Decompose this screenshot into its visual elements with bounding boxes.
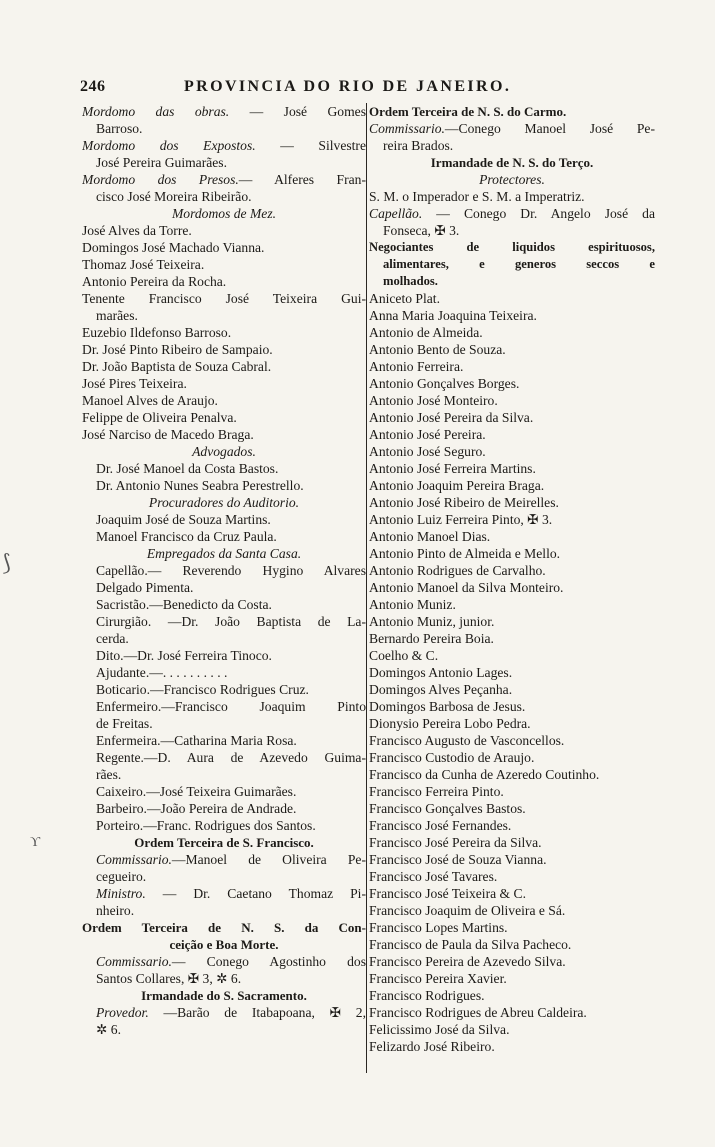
line-text: Santos Collares, ✠ 3, ✲ 6. [96,971,242,986]
text-line [82,222,366,239]
text-line [82,137,366,154]
line-text: Sacristão.—Benedicto da Costa. [96,597,272,612]
text-line [82,1021,366,1038]
text-line [369,579,655,596]
line-text: Aniceto Plat. [369,291,440,306]
line-text: Francisco José Teixeira & C. [369,886,526,901]
line-text: Francisco Rodrigues de Abreu Caldeira. [369,1005,587,1020]
text-line [369,426,655,443]
text-line [82,732,366,749]
line-text: Francisco José de Souza Vianna. [369,852,547,867]
text-line [82,987,366,1004]
text-line [369,120,655,137]
line-text: Irmandade de N. S. do Terço. [430,155,594,170]
line-text: Cirurgião. —Dr. João Baptista de La- [96,614,366,629]
line-text: Negociantes de liquidos espirituosos, [369,240,655,254]
role-label: Commissario. [369,121,445,136]
text-line [82,324,366,341]
text-line [369,545,655,562]
text-line [82,647,366,664]
line-text: José Pires Teixeira. [82,376,187,391]
line-text: Domingos Antonio Lages. [369,665,513,680]
text-line [369,698,655,715]
text-line [82,562,366,579]
line-text: — José Gomes [229,104,366,119]
line-text: —Manoel de Oliveira Pe- [171,852,366,867]
line-text: José Alves da Torre. [82,223,192,238]
text-line [369,647,655,664]
text-line [82,154,366,171]
line-text: José Narciso de Macedo Braga. [82,427,254,442]
text-line [82,698,366,715]
text-line [82,749,366,766]
text-line [82,273,366,290]
text-line [82,460,366,477]
text-line [369,171,655,188]
line-text: Antonio Pereira da Rocha. [82,274,227,289]
line-text: Antonio Luiz Ferreira Pinto, ✠ 3. [369,512,553,527]
text-line [369,732,655,749]
text-line [369,409,655,426]
column-divider [366,103,367,1073]
line-text: Antonio José Pereira. [369,427,486,442]
text-line [369,290,655,307]
text-line [369,392,655,409]
text-line [369,715,655,732]
text-line [82,545,366,562]
text-line [369,324,655,341]
line-text: Felizardo José Ribeiro. [369,1039,495,1054]
text-line [369,1004,655,1021]
page-header [80,78,640,98]
line-text: Antonio Gonçalves Borges. [369,376,520,391]
text-line [369,494,655,511]
text-line [369,188,655,205]
text-line [82,171,366,188]
text-line [369,341,655,358]
line-text: Antonio José Ribeiro de Meirelles. [369,495,559,510]
text-line [369,1021,655,1038]
line-text: Bernardo Pereira Boia. [369,631,494,646]
text-line [82,443,366,460]
line-text: rães. [96,767,122,782]
text-line [369,783,655,800]
text-line [369,936,655,953]
line-text: —Barão de Itabapoana, ✠ 2, [148,1005,366,1020]
line-text: Antonio Manoel da Silva Monteiro. [369,580,564,595]
text-line [369,273,655,290]
text-line [82,205,366,222]
text-line [369,1038,655,1055]
line-text: Dionysio Pereira Lobo Pedra. [369,716,531,731]
text-line [82,341,366,358]
line-text: Protectores. [479,172,545,187]
text-line [82,511,366,528]
text-line [82,766,366,783]
line-text: Antonio Pinto de Almeida e Mello. [369,546,561,561]
text-line [82,936,366,953]
text-line [369,443,655,460]
text-line [82,103,366,120]
line-text: Felippe de Oliveira Penalva. [82,410,237,425]
line-text: Euzebio Ildefonso Barroso. [82,325,232,340]
line-text: Barroso. [96,121,143,136]
line-text: Coelho & C. [369,648,439,663]
line-text: — Alferes Fran- [238,172,366,187]
line-text: Francisco Custodio de Araujo. [369,750,535,765]
line-text: nheiro. [96,903,135,918]
line-text: Antonio José Seguro. [369,444,486,459]
line-text: Manoel Alves de Araujo. [82,393,218,408]
line-text: Manoel Francisco da Cruz Paula. [96,529,277,544]
text-line [82,630,366,647]
line-text: Francisco Rodrigues. [369,988,485,1003]
text-line [82,494,366,511]
line-text: Dr. Antonio Nunes Seabra Perestrello. [96,478,304,493]
text-line [369,953,655,970]
line-text: Francisco Pereira Xavier. [369,971,507,986]
text-line [369,477,655,494]
role-label: Provedor. [96,1005,149,1020]
page-number: 246 [80,78,106,95]
role-label: Mordomo dos Expostos. [82,138,256,153]
left-column [82,103,366,1038]
text-line [369,834,655,851]
line-text: S. M. o Imperador e S. M. a Imperatriz. [369,189,585,204]
text-line [82,834,366,851]
text-line [82,358,366,375]
text-line [369,358,655,375]
text-line [82,953,366,970]
line-text: Dr. José Pinto Ribeiro de Sampaio. [82,342,273,357]
page-title: PROVINCIA DO RIO DE JANEIRO. [184,78,512,95]
role-label: Commissario. [96,954,172,969]
text-line [82,596,366,613]
line-text: Dr. João Baptista de Souza Cabral. [82,359,272,374]
line-text: Enfermeira.—Catharina Maria Rosa. [96,733,297,748]
line-text: Antonio Rodrigues de Carvalho. [369,563,546,578]
text-line [369,664,655,681]
line-text: de Freitas. [96,716,153,731]
line-text: — Silvestre [255,138,366,153]
line-text: ceição e Boa Morte. [169,937,279,952]
text-line [82,613,366,630]
line-text: Felicissimo José da Silva. [369,1022,510,1037]
text-line [82,290,366,307]
line-text: reira Brados. [383,138,454,153]
role-label: Mordomo das obras. [82,104,230,119]
text-line [369,800,655,817]
line-text: Ordem Terceira de N. S. do Carmo. [369,104,567,119]
line-text: Fonseca, ✠ 3. [383,223,460,238]
text-line [82,970,366,987]
text-line [369,562,655,579]
text-line [369,817,655,834]
text-line [369,460,655,477]
text-line [82,902,366,919]
text-line [82,256,366,273]
line-text: —Conego Manoel José Pe- [444,121,655,136]
right-column [369,103,655,1055]
text-line [369,137,655,154]
line-text: Francisco Joaquim de Oliveira e Sá. [369,903,566,918]
line-text: Caixeiro.—José Teixeira Guimarães. [96,784,297,799]
text-line [82,375,366,392]
line-text: — Dr. Caetano Thomaz Pi- [145,886,366,901]
text-line [82,239,366,256]
line-text: Francisco Pereira de Azevedo Silva. [369,954,566,969]
text-line [369,885,655,902]
role-label: Mordomo dos Presos. [82,172,239,187]
text-line [82,817,366,834]
text-line [369,613,655,630]
line-text: Antonio José Monteiro. [369,393,498,408]
line-text: Antonio Muniz, junior. [369,614,495,629]
text-line [82,392,366,409]
line-text: Francisco Augusto de Vasconcellos. [369,733,565,748]
text-line [82,715,366,732]
line-text: Joaquim José de Souza Martins. [96,512,271,527]
line-text: Tenente Francisco José Teixeira Gui- [82,291,366,306]
text-line [82,783,366,800]
text-line [82,868,366,885]
text-line [82,664,366,681]
line-text: Anna Maria Joaquina Teixeira. [369,308,537,323]
text-line [82,800,366,817]
text-line [369,749,655,766]
line-text: Francisco Ferreira Pinto. [369,784,504,799]
text-line [369,528,655,545]
line-text: Irmandade do S. Sacramento. [141,988,307,1003]
line-text: Delgado Pimenta. [96,580,194,595]
line-text: Advogados. [192,444,256,459]
line-text: cegueiro. [96,869,147,884]
text-line [369,681,655,698]
line-text: marães. [96,308,138,323]
line-text: José Pereira Guimarães. [96,155,227,170]
line-text: Barbeiro.—João Pereira de Andrade. [96,801,297,816]
line-text: — Conego Dr. Angelo José da [422,206,655,221]
text-line [369,987,655,1004]
line-text: Ordem Terceira de N. S. da Con- [82,920,366,935]
text-line [369,511,655,528]
line-text: Regente.—D. Aura de Azevedo Guima- [96,750,366,765]
text-line [82,528,366,545]
role-label: Commissario. [96,852,172,867]
line-text: Antonio Manoel Dias. [369,529,491,544]
line-text: Ordem Terceira de S. Francisco. [134,835,314,850]
role-label: Ministro. [96,886,146,901]
line-text: Thomaz José Teixeira. [82,257,205,272]
line-text: Antonio Muniz. [369,597,456,612]
text-line [82,477,366,494]
margin-blemish: ⟆ [2,550,11,575]
text-line [82,307,366,324]
text-line [82,579,366,596]
text-line [82,851,366,868]
text-line [369,222,655,239]
text-line [369,596,655,613]
margin-tick: ϒ [30,835,41,850]
line-text: Antonio José Pereira da Silva. [369,410,534,425]
line-text: Domingos José Machado Vianna. [82,240,265,255]
text-line [369,239,655,256]
line-text: Francisco da Cunha de Azeredo Coutinho. [369,767,600,782]
text-line [369,205,655,222]
line-text: Boticario.—Francisco Rodrigues Cruz. [96,682,309,697]
text-line [369,919,655,936]
line-text: Francisco José Pereira da Silva. [369,835,542,850]
line-text: Francisco de Paula da Silva Pacheco. [369,937,572,952]
line-text: Francisco Gonçalves Bastos. [369,801,526,816]
line-text: Empregados da Santa Casa. [146,546,302,561]
text-line [82,1004,366,1021]
text-line [82,426,366,443]
line-text: Domingos Barbosa de Jesus. [369,699,526,714]
text-line [82,120,366,137]
line-text: Antonio José Ferreira Martins. [369,461,536,476]
text-line [82,188,366,205]
line-text: Enfermeiro.—Francisco Joaquim Pinto [96,699,366,714]
line-text: Francisco Lopes Martins. [369,920,508,935]
line-text: alimentares, e generos seccos e [383,257,655,271]
line-text: Procuradores do Auditorio. [148,495,300,510]
text-line [369,103,655,120]
line-text: Antonio de Almeida. [369,325,483,340]
text-line [369,307,655,324]
role-label: Capellão. [369,206,423,221]
text-line [82,681,366,698]
text-line [369,766,655,783]
line-text: Capellão.— Reverendo Hygino Alvares [96,563,366,578]
line-text: Dito.—Dr. José Ferreira Tinoco. [96,648,272,663]
text-line [369,630,655,647]
line-text: — Conego Agostinho dos [171,954,366,969]
line-text: Mordomos de Mez. [171,206,277,221]
text-line [82,919,366,936]
line-text: Francisco José Tavares. [369,869,498,884]
text-line [369,868,655,885]
line-text: Porteiro.—Franc. Rodrigues dos Santos. [96,818,316,833]
text-line [369,154,655,171]
text-line [82,885,366,902]
text-line [369,256,655,273]
line-text: Francisco José Fernandes. [369,818,512,833]
line-text: Domingos Alves Peçanha. [369,682,513,697]
line-text: cerda. [96,631,129,646]
text-line [369,970,655,987]
text-line [369,851,655,868]
line-text: Dr. José Manoel da Costa Bastos. [96,461,279,476]
line-text: Antonio Joaquim Pereira Braga. [369,478,545,493]
text-line [369,902,655,919]
text-line [82,409,366,426]
text-line [369,375,655,392]
line-text: cisco José Moreira Ribeirão. [96,189,252,204]
line-text: Antonio Ferreira. [369,359,464,374]
line-text: ✲ 6. [96,1022,121,1037]
line-text: Antonio Bento de Souza. [369,342,506,357]
line-text: molhados. [383,274,438,288]
line-text: Ajudante.—. . . . . . . . . . [96,665,228,680]
